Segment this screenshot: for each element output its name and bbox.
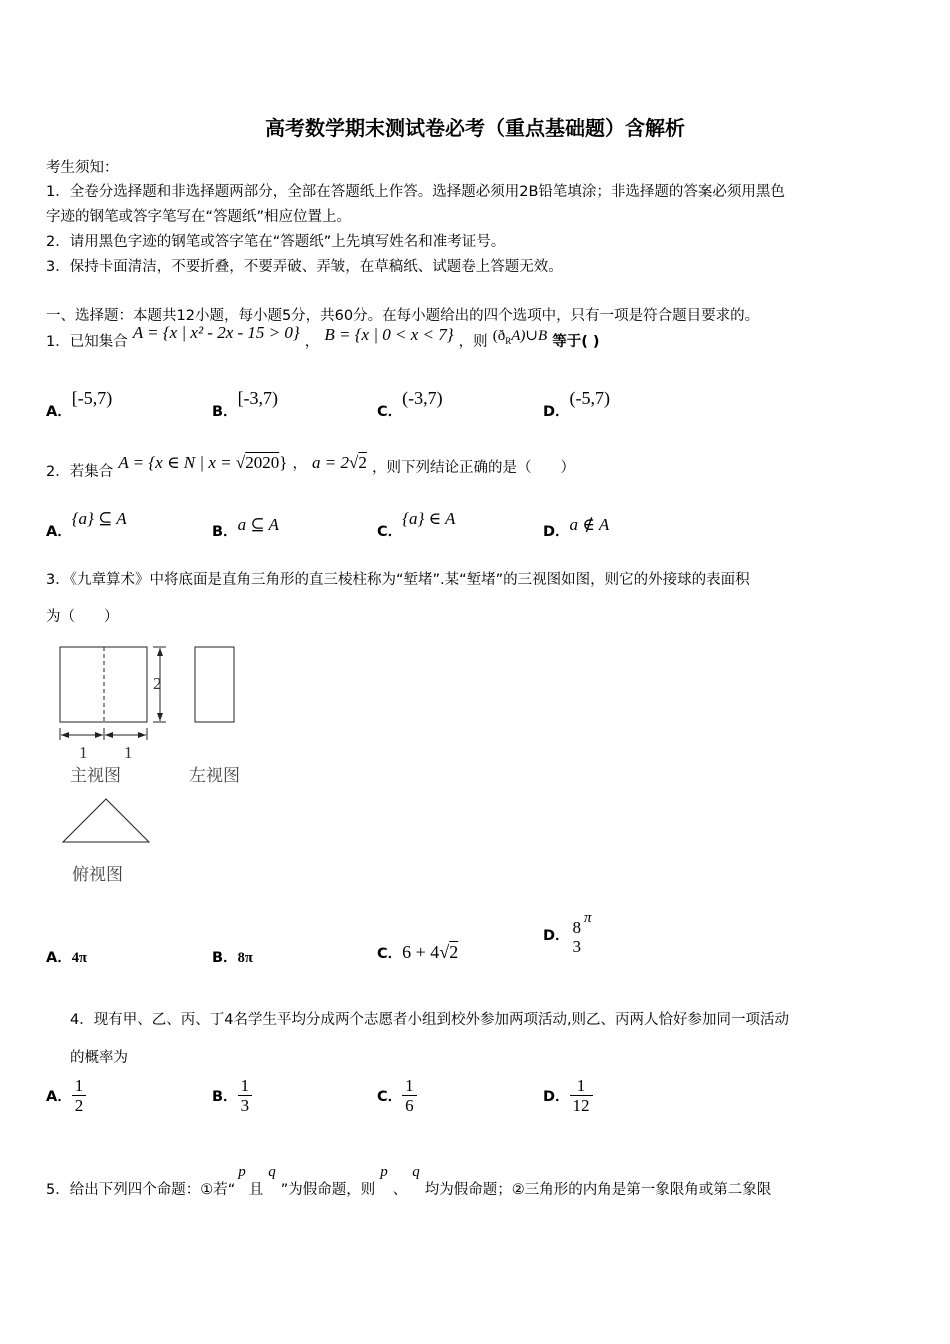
- q3-option-d-label: D．: [543, 928, 570, 944]
- q3-option-b-label: B．: [212, 950, 238, 966]
- q2-option-d-label: D．: [543, 524, 570, 540]
- q2-set-a: A = {x ∈ N | x =: [118, 453, 236, 472]
- q5-p: p: [238, 1164, 246, 1180]
- q2-option-a-text: {a} ⊆ A: [71, 509, 127, 528]
- q4-option-c-num: 1: [402, 1076, 417, 1096]
- q5-q: q: [268, 1164, 276, 1180]
- q1-prefix: 1．已知集合: [46, 334, 128, 350]
- q2-a-eq: a = 2: [312, 453, 350, 472]
- side-view: [195, 647, 234, 722]
- q4-option-d[interactable]: [543, 1076, 593, 1116]
- q1-option-d[interactable]: [543, 388, 611, 420]
- notice-line-1b: 字迹的钢笔或答字笔写在“答题纸”相应位置上。: [46, 209, 352, 225]
- q4-line-1: 4．现有甲、乙、丙、丁4名学生平均分成两个志愿者小组到校外参加两项活动,则乙、丙两人恰好参加同一项活动: [70, 1012, 790, 1028]
- dim-width-label-2: 1: [124, 743, 133, 762]
- q4-option-a-num: 1: [72, 1076, 87, 1096]
- dim-height-label: 2: [153, 674, 162, 693]
- q1-option-b-label: B．: [212, 404, 238, 420]
- q2-a-radicand: 2: [358, 453, 367, 472]
- q2-option-c[interactable]: [377, 508, 456, 540]
- q5-text-c: 均为假命题；②三角形的内角是第一象限角或第二象限: [424, 1182, 772, 1198]
- q4-option-d-label: D．: [543, 1089, 570, 1105]
- q4-option-c-label: C．: [377, 1089, 403, 1105]
- question-1: [46, 323, 600, 360]
- q3-option-c-label: C．: [377, 946, 403, 962]
- q2-option-b[interactable]: [212, 508, 279, 540]
- q3-option-c-text: 6 + 4: [402, 942, 440, 962]
- q4-option-d-den: 12: [572, 1096, 590, 1115]
- q1-comma: ，: [304, 334, 320, 350]
- q3-line-2: 为（ ）: [46, 609, 119, 625]
- q4-option-c[interactable]: [377, 1076, 417, 1116]
- q1-option-a-text: [-5,7): [71, 388, 113, 408]
- q4-option-b-den: 3: [240, 1096, 250, 1115]
- q4-option-b-num: 1: [238, 1076, 253, 1096]
- notice-line-3: 3．保持卡面清洁，不要折叠，不要弄破、弄皱，在草稿纸、试题卷上答题无效。: [46, 259, 563, 275]
- q1-union: A)∪B: [511, 328, 548, 344]
- q4-options: [46, 1076, 906, 1126]
- q3-option-d-den: 3: [572, 937, 582, 956]
- page-title: 高考数学期末测试卷必考（重点基础题）含解析: [265, 116, 685, 140]
- q5-text-a: 5．给出下列四个命题：①若“: [46, 1182, 236, 1198]
- q3-option-b-text: 8π: [237, 950, 253, 966]
- q2-option-d[interactable]: [543, 508, 610, 540]
- q1-option-a[interactable]: [46, 388, 113, 420]
- q2-option-c-text: {a} ∈ A: [402, 509, 456, 528]
- q5-sep: 、: [392, 1182, 408, 1198]
- q3-option-d-num: 8: [572, 918, 582, 937]
- dim-width-label-1: 1: [79, 743, 88, 762]
- q2-set-a-close: }: [279, 453, 288, 472]
- q3-option-d-pi: π: [584, 910, 592, 926]
- side-view-label: 左视图: [189, 766, 240, 786]
- q4-option-a-den: 2: [74, 1096, 84, 1115]
- q1-option-b-text: [-3,7): [237, 388, 279, 408]
- q4-option-a[interactable]: [46, 1076, 86, 1116]
- notice-line-2: 2．请用黑色字迹的钢笔或答字笔在“答题纸”上先填写姓名和准考证号。: [46, 234, 506, 250]
- q1-set-b: B = {x | 0 < x < 7}: [324, 325, 454, 344]
- q2-option-d-text: a ∉ A: [569, 515, 610, 534]
- q1-option-c-text: (-3,7): [402, 388, 443, 408]
- q5-text-b: ”为假命题，则: [280, 1182, 376, 1198]
- q1-suffix: 等于( ): [552, 334, 600, 350]
- q1-options: [46, 388, 906, 418]
- q4-option-a-label: A．: [46, 1089, 72, 1105]
- q1-option-c[interactable]: [377, 388, 443, 420]
- q2-comma: ，: [292, 456, 307, 472]
- q4-option-d-num: 1: [570, 1076, 593, 1096]
- q3-option-c[interactable]: C．6 + 4√2: [377, 942, 459, 962]
- q2-option-a-label: A．: [46, 524, 72, 540]
- top-view-label: 俯视图: [72, 865, 123, 885]
- question-5: [46, 1160, 771, 1200]
- q5-q2: q: [412, 1164, 420, 1180]
- q4-option-c-den: 6: [405, 1096, 414, 1115]
- q1-set-a: A = {x | x² - 2x - 15 > 0}: [132, 323, 300, 342]
- q1-option-d-text: (-5,7): [569, 388, 611, 408]
- three-view-figure: [50, 640, 260, 860]
- q2-options: [46, 508, 906, 538]
- q3-option-c-radicand: 2: [449, 942, 459, 962]
- front-view-label: 主视图: [70, 766, 121, 786]
- q2-option-a[interactable]: [46, 508, 127, 540]
- q4-option-b[interactable]: [212, 1076, 252, 1116]
- q3-option-d[interactable]: [543, 910, 592, 957]
- q4-option-b-label: B．: [212, 1089, 238, 1105]
- q1-option-c-label: C．: [377, 404, 403, 420]
- q1-complement-sub: R: [505, 336, 512, 346]
- q2-option-b-text: a ⊆ A: [237, 515, 279, 534]
- q2-suffix: ，则下列结论正确的是（ ）: [371, 460, 575, 476]
- q3-option-b[interactable]: [212, 946, 253, 967]
- q3-option-a-text: 4π: [71, 950, 87, 966]
- width-dimension: [60, 728, 147, 740]
- notice-heading: 考生须知：: [46, 160, 119, 176]
- front-view: [60, 647, 147, 722]
- q2-prefix: 2．若集合: [46, 464, 114, 480]
- q2-option-c-label: C．: [377, 524, 403, 540]
- top-view: [63, 799, 149, 842]
- section-heading: 一、选择题：本题共12小题，每小题5分，共60分。在每小题给出的四个选项中，只有一项是符合题目要求的。: [46, 308, 760, 324]
- q5-p2: p: [380, 1164, 388, 1180]
- q2-option-b-label: B．: [212, 524, 238, 540]
- q1-option-d-label: D．: [543, 404, 570, 420]
- q3-option-a[interactable]: [46, 946, 87, 967]
- q1-mid: ，则: [458, 334, 488, 350]
- notice-line-1: 1．全卷分选择题和非选择题两部分，全部在答题纸上作答。选择题必须用2B铅笔填涂；非选择题的答案必须用黑色: [46, 184, 785, 200]
- q3-option-a-label: A．: [46, 950, 72, 966]
- question-2: 2．若集合 A = {x ∈ N | x = √2020} ， a = 2√2 ，则下列结论正确的是（ ）: [46, 453, 575, 480]
- q5-and: 且: [248, 1182, 264, 1198]
- q4-line-2: 的概率为: [70, 1050, 128, 1066]
- q2-set-a-radicand: 2020: [245, 453, 280, 472]
- q1-option-a-label: A．: [46, 404, 72, 420]
- q3-options: [46, 910, 906, 968]
- q1-option-b[interactable]: [212, 388, 279, 420]
- q1-complement: (ð: [492, 328, 506, 344]
- q3-line-1: 3．《九章算术》中将底面是直角三角形的直三棱柱称为“堑堵”.某“堑堵”的三视图如图，则它的外接球的表面积: [46, 572, 750, 588]
